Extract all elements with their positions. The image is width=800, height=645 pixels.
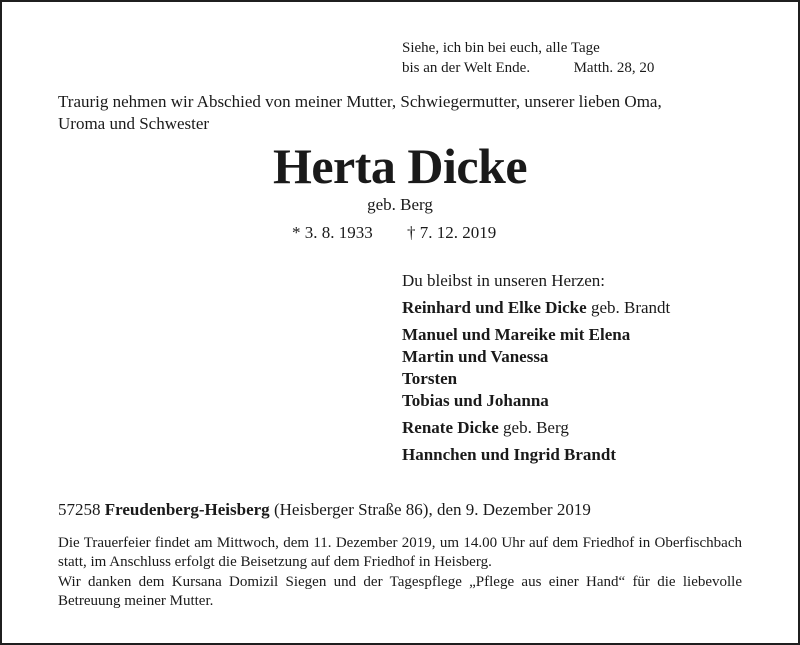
mourner-5-name: Tobias und Johanna — [402, 391, 549, 410]
postal-code: 57258 — [58, 500, 105, 519]
mourner-1 — [402, 297, 670, 319]
thanks-note: Wir danken dem Kursana Domizil Siegen und der Tagespflege „Pflege aus einer Hand“ für die liebevolle Betreuung meiner Mutter. — [58, 574, 742, 609]
place-and-date — [58, 500, 591, 520]
death-date: † 7. 12. 2019 — [407, 223, 497, 242]
mourner-7 — [402, 444, 616, 466]
mourner-3-name: Martin und Vanessa — [402, 347, 549, 366]
mourner-2 — [402, 324, 630, 346]
birth-name: geb. Berg — [367, 195, 433, 214]
bible-verse-line-2 — [402, 58, 654, 78]
mourner-6-suffix: geb. Berg — [498, 418, 569, 437]
mourner-7-name: Hannchen und Ingrid Brandt — [402, 445, 616, 464]
birth-date: * 3. 8. 1933 — [292, 223, 373, 242]
life-dates — [292, 223, 496, 243]
mourner-1-name: Reinhard und Elke Dicke — [402, 298, 587, 317]
mourner-4 — [402, 368, 457, 390]
bible-verse-line-1: Siehe, ich bin bei euch, alle Tage — [402, 40, 600, 56]
mourner-6-name: Renate Dicke — [402, 418, 499, 437]
mourner-6 — [402, 417, 569, 439]
town-name: Freudenberg-Heisberg — [104, 500, 270, 519]
mourner-5 — [402, 390, 549, 412]
intro-line-1: Traurig nehmen wir Abschied von meiner Mutter, Schwiegermutter, unserer lieben Oma, — [58, 92, 662, 111]
mourner-2-name: Manuel und Mareike mit Elena — [402, 325, 631, 344]
mourner-4-name: Torsten — [402, 369, 458, 388]
intro-line-2: Uroma und Schwester — [58, 114, 210, 133]
funeral-info: Die Trauerfeier findet am Mittwoch, dem 11. Dezember 2019, um 14.00 Uhr auf dem Friedhof in Oberfischbach statt, im Anschluss erfolgt die Beisetzung auf dem Friedhof in Heisberg. — [58, 535, 742, 570]
bible-verse-reference: Matth. 28, 20 — [573, 60, 655, 76]
bible-verse-text: bis an der Welt Ende. — [402, 60, 531, 76]
mourner-3 — [402, 346, 548, 368]
deceased-name: Herta Dicke — [272, 138, 528, 194]
mourners-heading: Du bleibst in unseren Herzen: — [402, 271, 605, 290]
mourner-1-suffix: geb. Brandt — [586, 298, 671, 317]
address-and-date: (Heisberger Straße 86), den 9. Dezember 2019 — [269, 500, 591, 519]
